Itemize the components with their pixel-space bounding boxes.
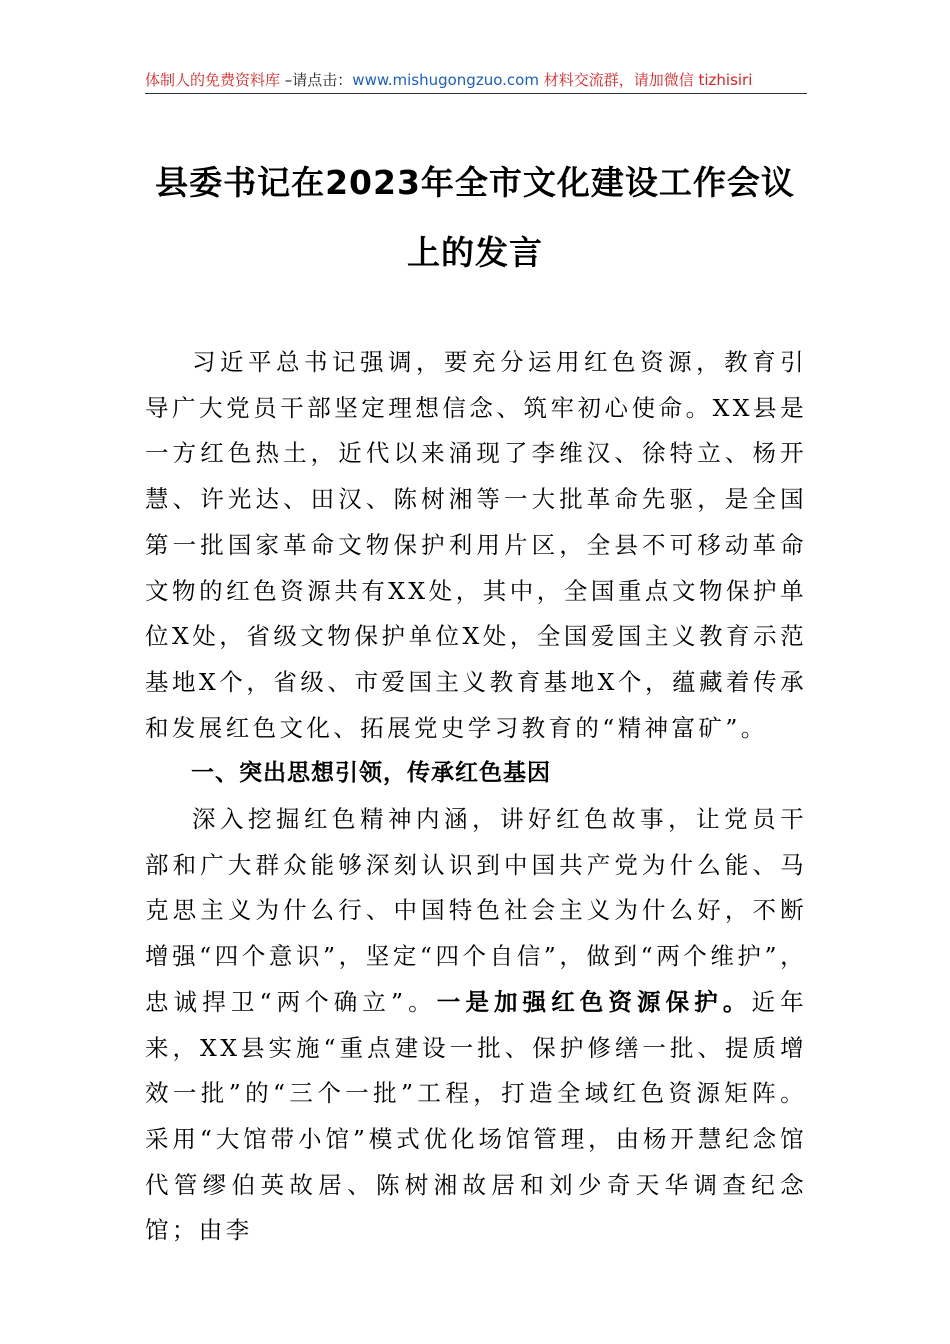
document-title [120,148,830,288]
header-brand: 体制人的免费资料库 [145,71,281,89]
header-divider [145,93,807,94]
section-1-bold-lead: 一是加强红色资源保护。 [436,987,752,1016]
section-heading-1: 一、突出思想引领，传承红色基因 [191,760,551,787]
header-url-link[interactable]: www.mishugongzuo.com [352,71,539,89]
header-separator: –请点击： [280,71,353,89]
header-contact: 材料交流群，请加微信 tizhisiri [538,71,753,89]
section-1-paragraph [145,797,807,1254]
title-line-2: 上的发言 [407,233,543,272]
section-1-text-part1: 深入挖掘红色精神内涵，讲好红色故事，让党员干部和广大群众能够深刻认识到中国共产党为什么能、马克思主义为什么行、中国特色社会主义为什么好，不断增强“四个意识”，坚定“四个自信”，做到“两个维护”，忠诚捍卫“两个确立”。 [145,805,807,1016]
title-line-1: 县委书记在2023年全市文化建设工作会议 [155,163,795,202]
document-header [145,70,807,90]
section-1-text-part2: 近年来，XX县实施“重点建设一批、保护修缮一批、提质增效一批”的“三个一批”工程，打造全域红色资源矩阵。采用“大馆带小馆”模式优化场馆管理，由杨开慧纪念馆代管缪伯英故居、陈树湘故居和刘少奇天华调查纪念馆；由李 [145,987,807,1245]
document-body [145,340,807,1254]
intro-paragraph: 习近平总书记强调，要充分运用红色资源，教育引导广大党员干部坚定理想信念、筑牢初心使命。XX县是一方红色热土，近代以来涌现了李维汉、徐特立、杨开慧、许光达、田汉、陈树湘等一大批革命先驱，是全国第一批国家革命文物保护利用片区，全县不可移动革命文物的红色资源共有XX处，其中，全国重点文物保护单位X处，省级文物保护单位X处，全国爱国主义教育示范基地X个，省级、市爱国主义教育基地X个，蕴藏着传承和发展红色文化、拓展党史学习教育的“精神富矿”。 [145,348,807,742]
